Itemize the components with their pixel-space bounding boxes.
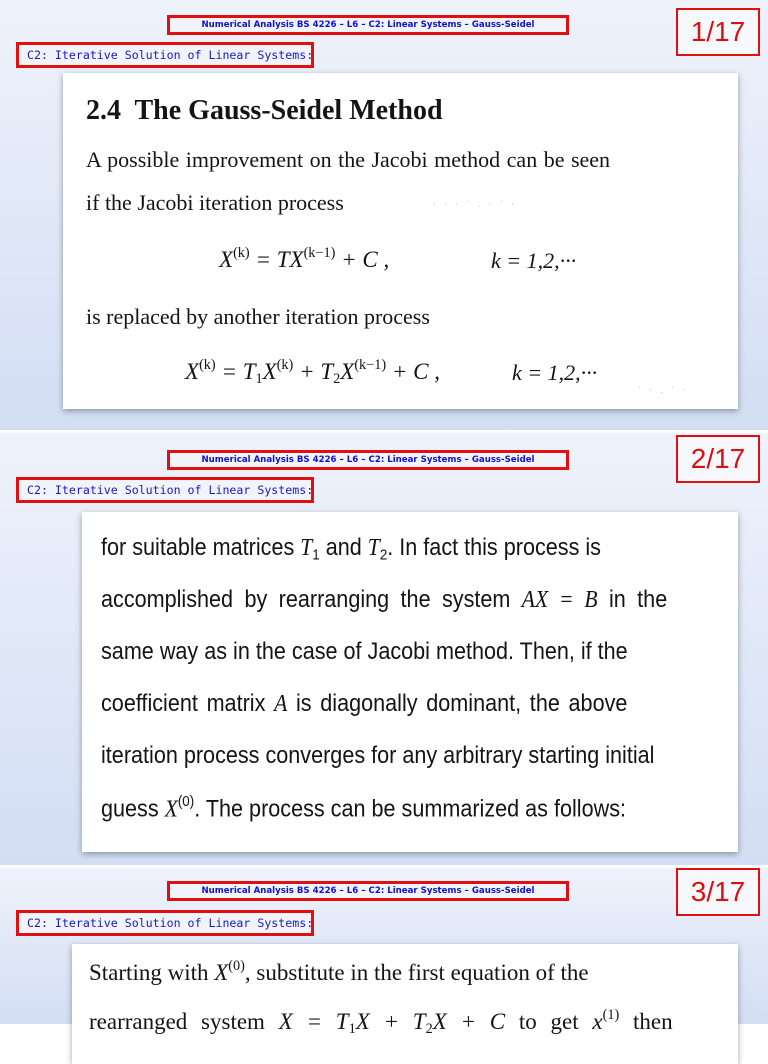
course-header: Numerical Analysis BS 4226 – L6 – C2: Linear Systems – Gauss-Seidel <box>167 881 569 901</box>
equation-condition: k = 1,2,··· <box>491 248 577 273</box>
chapter-subtitle: C2: Iterative Solution of Linear Systems: <box>16 42 314 68</box>
slide-1 <box>0 0 768 430</box>
body-line: iteration process converges for any arbitrary starting initial <box>101 742 655 769</box>
body-line: A possible improvement on the Jacobi method can be seen <box>86 147 611 172</box>
body-line: rearranged system $X = T_1X + T_2X + C$ to get $x^{(1)}$ then <box>89 1007 673 1038</box>
body-line: same way as in the case of Jacobi method. Then, if the <box>101 638 628 665</box>
section-title: 2.4 The Gauss-Seidel Method <box>86 95 443 126</box>
equation-gauss-seidel: $X^{(k)} = T_1X^{(k)} + T_2X^{(k-1)} + C$ , <box>185 357 440 388</box>
page-number: 1/17 <box>676 8 760 56</box>
equation-condition: k = 1,2,··· <box>512 360 598 385</box>
page-number: 3/17 <box>676 868 760 916</box>
course-header: Numerical Analysis BS 4226 – L6 – C2: Linear Systems – Gauss-Seidel <box>167 15 569 35</box>
content-card <box>63 73 738 409</box>
body-line: if the Jacobi iteration process <box>86 190 344 215</box>
slide-3 <box>0 868 768 1038</box>
equation-jacobi: $X^{(k)} = TX^{(k-1)} + C$ , <box>219 245 390 272</box>
body-line: accomplished by rearranging the system AX = B in the <box>101 586 668 613</box>
scan-noise: ˙ · . ˙ · <box>638 385 689 395</box>
content-card <box>72 944 738 1064</box>
body-line: Starting with $X^{(0)}$, substitute in the first equation of the <box>89 958 589 985</box>
content-card <box>82 512 738 852</box>
scan-noise: · · · ˙ . · ˙ · <box>433 199 517 209</box>
course-header: Numerical Analysis BS 4226 – L6 – C2: Linear Systems – Gauss-Seidel <box>167 450 569 470</box>
body-line: guess $X^{(0)}$. The process can be summarized as follows: <box>101 794 627 823</box>
body-line: coefficient matrix A is diagonally dominant, the above <box>101 690 628 717</box>
page-number: 2/17 <box>676 435 760 483</box>
slide-2 <box>0 433 768 865</box>
body-line: for suitable matrices $T_1$ and $T_2$. In fact this process is <box>101 534 601 564</box>
chapter-subtitle: C2: Iterative Solution of Linear Systems: <box>16 477 314 503</box>
chapter-subtitle: C2: Iterative Solution of Linear Systems: <box>16 910 314 936</box>
body-line: is replaced by another iteration process <box>86 304 430 329</box>
